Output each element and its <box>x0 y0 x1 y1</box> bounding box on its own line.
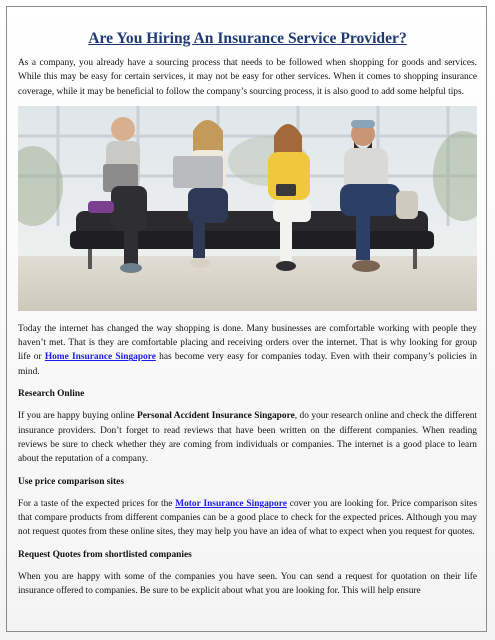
section-heading-quotes: Request Quotes from shortlisted companies <box>18 549 192 560</box>
p2-text-after: has become very easy for companies today. Even with their company’s policies in mind. <box>18 352 477 377</box>
research-paragraph <box>18 409 477 466</box>
s2-text-before: For a taste of the expected prices for the <box>18 498 176 509</box>
people-on-sofa-photo <box>18 106 477 311</box>
motor-insurance-link[interactable]: Motor Insurance Singapore <box>175 498 287 509</box>
page-title: Are You Hiring An Insurance Service Provider? <box>88 30 407 47</box>
home-insurance-link[interactable]: Home Insurance Singapore <box>44 352 156 363</box>
s1-text-before: If you are happy buying online <box>18 411 137 422</box>
section-heading-research: Research Online <box>18 389 85 400</box>
personal-accident-bold: Personal Accident Insurance Singapore <box>136 411 295 422</box>
intro-paragraph: As a company, you already have a sourcing process that needs to be followed when shopping for goods and services. While this may be easy for certain services, it may not be easy for other services. When it comes to shopping insurance coverage, while it may be beneficial to follow the company’s sourcing process, it is also good to add some helpful tips. <box>18 58 477 97</box>
section-heading-price: Use price comparison sites <box>18 476 124 487</box>
s1-text-after: , do your research online and check the different insurance providers. Don’t forget to read reviews that have been written on the different companies. When reading reviews be sure to check whether they are coming from individuals or companies. The internet is a good place to learn about the reputation of a company. <box>18 411 478 465</box>
internet-paragraph <box>18 322 477 379</box>
p2-text-before: Today the internet has changed the way shopping is done. Many businesses are comfortable working with people they haven’t met. That is they are comfortable placing and receiving orders over the internet. That is why looking for group life or <box>18 323 477 363</box>
page-content <box>18 0 477 599</box>
price-paragraph <box>18 497 477 540</box>
photo-illustration <box>18 106 477 311</box>
s2-text-after: cover you are looking for. Price comparison sites that compare products from different companies can be a good place to check for the expected prices. Although you may not request quotes from these online sites, they may help you have an idea of what to expect when you request for quotes. <box>18 498 477 538</box>
quotes-paragraph: When you are happy with some of the companies you have seen. You can send a request for quotation on their life insurance offered to companies. Be sure to be explicit about what you are looking for. This will help ensure <box>18 572 477 597</box>
